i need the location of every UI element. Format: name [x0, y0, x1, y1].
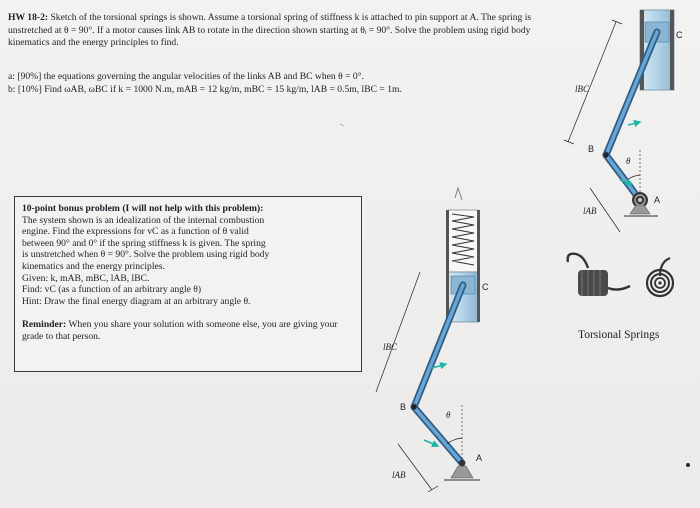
- dim-line-lbc: [376, 272, 420, 392]
- pin-support: [630, 205, 650, 214]
- label-lbc: lBC: [575, 84, 590, 94]
- label-c: C: [482, 282, 489, 292]
- spring-arm: [608, 286, 630, 290]
- torsional-springs-caption: Torsional Springs: [578, 329, 660, 341]
- bonus-line: engine. Find the expressions for vC as a function of θ valid: [22, 226, 249, 238]
- bonus-line: is unstretched when θ = 90°. Solve the problem using rigid body: [22, 249, 270, 261]
- label-b: B: [400, 402, 407, 412]
- bonus-hint: Hint: Draw the final energy diagram at an arbitrary angle θ.: [22, 295, 251, 307]
- cursor-mark: [455, 188, 462, 200]
- bonus-given: Given: k, mAB, mBC, lAB, lBC.: [22, 272, 150, 284]
- pin-b: [603, 152, 608, 157]
- page-dot: [686, 463, 690, 467]
- label-lab: lAB: [583, 206, 597, 216]
- label-b: B: [588, 144, 595, 154]
- cylinder-wall-right: [477, 210, 480, 322]
- link-ab-highlight: [414, 407, 462, 463]
- spring-arm: [568, 254, 588, 268]
- dim-line-lab: [398, 444, 432, 490]
- right-mechanism-figure: [564, 10, 683, 232]
- theta-arc: [627, 175, 640, 180]
- torsional-springs-illustration: [568, 254, 673, 296]
- pin-a: [459, 460, 465, 466]
- center-mechanism-figure: [376, 188, 489, 492]
- part-b: b: [10%] Find ωAB, ωBC if k = 1000 N.m, mAB = 12 kg/m, mBC = 15 kg/m, lAB = 0.5m, lBC = 1m.: [8, 84, 402, 95]
- dim-line-lbc: [568, 22, 616, 142]
- cylinder-wall-right: [670, 10, 674, 90]
- part-a: a: [90%] the equations governing the angular velocities of the links AB and BC when θ = 0°.: [8, 71, 364, 82]
- link-bc-highlight: [414, 285, 463, 407]
- velocity-arrow: [424, 440, 438, 446]
- bonus-line: between 90° and 0° if the spring stiffness k is given. The spring: [22, 237, 266, 249]
- dim-tick: [612, 20, 622, 24]
- label-theta: θ: [446, 410, 451, 420]
- label-c: C: [676, 30, 683, 40]
- pin-a: [638, 198, 642, 202]
- bonus-line: The system shown is an idealization of the internal combustion: [22, 214, 265, 226]
- label-a: A: [654, 195, 661, 205]
- pin-b: [411, 404, 416, 409]
- bonus-line: kinematics and the energy principles.: [22, 260, 165, 272]
- bonus-title: 10-point bonus problem (I will not help with this problem):: [22, 203, 264, 214]
- velocity-arrow: [628, 122, 640, 125]
- bonus-find: Find: vC (as a function of an arbitrary angle θ): [22, 284, 202, 296]
- label-lab: lAB: [392, 470, 406, 480]
- dim-tick: [564, 140, 574, 144]
- reminder-text: When you share your solution with someone else, you are giving your grade to that person.: [22, 319, 338, 342]
- spiral-center: [658, 281, 661, 284]
- label-a: A: [476, 453, 483, 463]
- problem-text: Sketch of the torsional springs is shown. Assume a torsional spring of stiffness k is attached to pin support at A. The spring is unstretched at θ = 90°. If a motor causes link AB to rotate in the direction shown starting at θᵢ = 90°. Solve the problem using rigid body kinematics and the energy principles to find.: [8, 12, 532, 48]
- cylinder-wall-left: [446, 210, 449, 322]
- label-theta: θ: [626, 156, 631, 166]
- label-lbc: lBC: [383, 342, 398, 352]
- reminder-label: Reminder:: [22, 319, 67, 331]
- hw-label: HW 18-2:: [8, 12, 49, 23]
- link-bc-highlight: [606, 32, 657, 155]
- link-ab-highlight: [606, 155, 640, 200]
- pin-support: [451, 466, 473, 478]
- stray-mark: [340, 124, 344, 126]
